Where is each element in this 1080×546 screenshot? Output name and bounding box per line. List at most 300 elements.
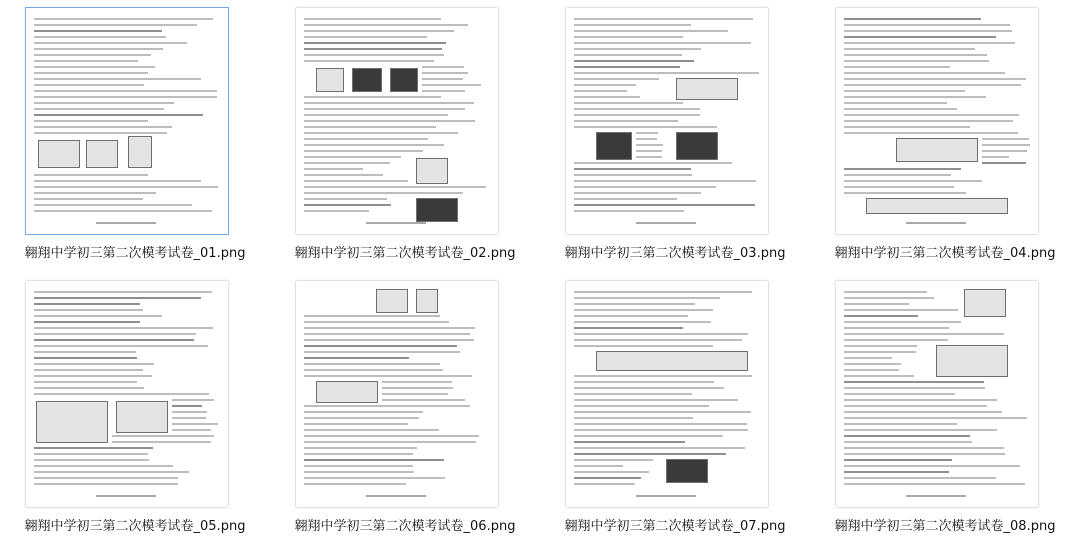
text-line [304, 405, 470, 407]
text-line [304, 417, 419, 419]
text-line [844, 192, 966, 194]
text-line [304, 24, 468, 26]
page-thumbnail[interactable] [296, 281, 498, 507]
text-line [844, 126, 970, 128]
text-line [34, 126, 172, 128]
text-line [844, 435, 970, 437]
text-line [34, 369, 143, 371]
page-footer-line [636, 222, 696, 224]
file-tile[interactable] [270, 273, 540, 546]
text-line [34, 132, 167, 134]
text-line [34, 459, 149, 461]
text-line [304, 351, 460, 353]
text-line [34, 291, 212, 293]
text-line [844, 36, 996, 38]
text-line [844, 363, 901, 365]
text-line [574, 102, 683, 104]
text-line [304, 114, 448, 116]
text-line [844, 441, 972, 443]
text-line [574, 174, 692, 176]
text-line [574, 192, 701, 194]
text-line [574, 435, 723, 437]
text-line [304, 30, 454, 32]
text-line [574, 375, 752, 377]
text-line [172, 399, 214, 401]
text-line [636, 144, 663, 146]
text-line [574, 483, 635, 485]
text-line [574, 114, 700, 116]
figure-image [596, 351, 748, 371]
text-line [34, 48, 163, 50]
text-line [844, 369, 899, 371]
text-line [34, 108, 164, 110]
text-line [844, 417, 1027, 419]
text-line [34, 303, 140, 305]
page-thumbnail[interactable] [836, 8, 1038, 234]
text-line [34, 453, 148, 455]
file-name-label: 翱翔中学初三第二次模考试卷_08.png [834, 519, 1056, 534]
text-line [574, 321, 711, 323]
text-line [34, 393, 209, 395]
text-line [844, 351, 916, 353]
text-line [34, 297, 201, 299]
text-line [844, 60, 989, 62]
text-line [304, 132, 458, 134]
text-line [304, 375, 472, 377]
text-line [574, 447, 745, 449]
file-name-label: 翱翔中学初三第二次模考试卷_06.png [294, 519, 516, 534]
file-name-label: 翱翔中学初三第二次模考试卷_03.png [564, 246, 786, 261]
page-footer-line [636, 495, 696, 497]
file-tile[interactable] [0, 0, 270, 273]
text-line [844, 174, 951, 176]
figure-image [316, 68, 344, 92]
figure-image [376, 289, 408, 313]
text-line [34, 30, 162, 32]
page-footer-line [96, 222, 156, 224]
text-line [574, 339, 742, 341]
text-line [34, 60, 138, 62]
text-line [982, 138, 1029, 140]
text-line [34, 381, 137, 383]
page-footer-line [906, 495, 966, 497]
text-line [844, 423, 957, 425]
text-line [304, 48, 442, 50]
text-line [574, 168, 691, 170]
text-line [34, 357, 137, 359]
text-line [574, 60, 694, 62]
figure-image [676, 132, 718, 160]
text-line [34, 78, 201, 80]
text-line [382, 399, 465, 401]
text-line [844, 18, 981, 20]
text-line [304, 180, 408, 182]
text-line [574, 297, 720, 299]
text-line [844, 303, 909, 305]
text-line [304, 42, 446, 44]
figure-image [128, 136, 152, 168]
text-line [574, 96, 640, 98]
text-line [34, 447, 153, 449]
figure-image [676, 78, 738, 100]
page-thumbnail[interactable] [566, 281, 768, 507]
text-line [34, 471, 189, 473]
text-line [574, 417, 693, 419]
text-line [574, 327, 683, 329]
text-line [422, 72, 468, 74]
text-line [34, 36, 166, 38]
text-line [844, 42, 1015, 44]
text-line [844, 375, 914, 377]
text-line [422, 78, 463, 80]
text-line [382, 387, 453, 389]
text-line [34, 363, 154, 365]
text-line [34, 327, 213, 329]
text-line [304, 108, 465, 110]
figure-image [116, 401, 168, 433]
text-line [112, 435, 214, 437]
text-line [34, 18, 213, 20]
text-line [574, 180, 756, 182]
text-line [574, 405, 709, 407]
text-line [574, 36, 683, 38]
text-line [574, 126, 717, 128]
text-line [34, 387, 144, 389]
text-line [34, 315, 162, 317]
text-line [574, 30, 728, 32]
text-line [844, 459, 952, 461]
file-tile[interactable] [810, 0, 1080, 273]
text-line [172, 405, 202, 407]
text-line [304, 36, 427, 38]
text-line [304, 369, 443, 371]
text-line [574, 453, 726, 455]
text-line [574, 84, 636, 86]
text-line [34, 180, 201, 182]
text-line [304, 477, 445, 479]
text-line [574, 345, 713, 347]
text-line [844, 78, 1026, 80]
text-line [574, 399, 738, 401]
text-line [844, 453, 1005, 455]
text-line [304, 327, 475, 329]
text-line [844, 108, 957, 110]
text-line [574, 477, 641, 479]
text-line [304, 447, 417, 449]
text-line [574, 411, 751, 413]
text-line [34, 210, 212, 212]
text-line [844, 84, 1021, 86]
text-line [304, 333, 470, 335]
text-line [844, 96, 986, 98]
text-line [574, 204, 755, 206]
text-line [844, 66, 950, 68]
text-line [382, 393, 448, 395]
page-footer-line [96, 495, 156, 497]
page-thumbnail[interactable] [836, 281, 1038, 507]
text-line [844, 315, 918, 317]
text-line [34, 120, 148, 122]
text-line [34, 42, 187, 44]
text-line [844, 291, 927, 293]
text-line [574, 18, 753, 20]
text-line [304, 441, 476, 443]
text-line [304, 126, 436, 128]
page-footer-line [366, 495, 426, 497]
text-line [574, 198, 677, 200]
file-tile[interactable] [810, 273, 1080, 546]
figure-image [666, 459, 708, 483]
figure-image [866, 198, 1008, 214]
text-line [844, 399, 997, 401]
text-line [304, 363, 440, 365]
text-line [844, 54, 987, 56]
text-line [574, 42, 751, 44]
figure-image [352, 68, 382, 92]
text-line [34, 72, 148, 74]
text-line [844, 477, 996, 479]
text-line [636, 156, 662, 158]
text-line [574, 315, 688, 317]
file-name-label: 翱翔中学初三第二次模考试卷_04.png [834, 246, 1056, 261]
figure-image [936, 345, 1008, 377]
text-line [304, 315, 440, 317]
text-line [982, 156, 1009, 158]
text-line [574, 387, 724, 389]
text-line [34, 84, 144, 86]
text-line [34, 333, 196, 335]
text-line [304, 198, 387, 200]
text-line [574, 423, 747, 425]
text-line [982, 162, 1026, 164]
text-line [844, 447, 1004, 449]
figure-image [36, 401, 108, 443]
text-line [844, 114, 1019, 116]
text-line [304, 192, 463, 194]
figure-image [390, 68, 418, 92]
text-line [304, 429, 439, 431]
page-thumbnail[interactable] [296, 8, 498, 234]
text-line [422, 84, 481, 86]
text-line [304, 411, 423, 413]
page-thumbnail[interactable] [566, 8, 768, 234]
text-line [34, 102, 174, 104]
text-line [34, 351, 136, 353]
text-line [574, 471, 649, 473]
text-line [844, 339, 948, 341]
text-line [34, 90, 217, 92]
file-name-label: 翱翔中学初三第二次模考试卷_05.png [24, 519, 246, 534]
text-line [34, 204, 192, 206]
text-line [844, 471, 949, 473]
text-line [34, 192, 156, 194]
text-line [844, 381, 984, 383]
text-line [844, 429, 997, 431]
text-line [844, 30, 1012, 32]
text-line [304, 120, 475, 122]
text-line [844, 72, 1005, 74]
text-line [844, 405, 987, 407]
text-line [574, 465, 623, 467]
text-line [844, 309, 958, 311]
figure-image [416, 158, 448, 184]
text-line [304, 156, 401, 158]
text-line [982, 144, 1030, 146]
text-line [304, 168, 363, 170]
text-line [34, 345, 208, 347]
text-line [574, 90, 627, 92]
text-line [574, 54, 682, 56]
text-line [844, 387, 985, 389]
text-line [574, 72, 759, 74]
file-tile[interactable] [540, 273, 810, 546]
text-line [34, 375, 152, 377]
figure-image [416, 198, 458, 222]
text-line [844, 393, 955, 395]
text-line [304, 345, 457, 347]
text-line [34, 309, 143, 311]
text-line [34, 339, 194, 341]
text-line [172, 417, 206, 419]
file-tile[interactable] [270, 0, 540, 273]
text-line [844, 357, 892, 359]
text-line [304, 150, 423, 152]
figure-image [416, 289, 438, 313]
text-line [574, 186, 716, 188]
text-line [304, 483, 406, 485]
text-line [844, 321, 961, 323]
text-line [304, 174, 383, 176]
text-line [844, 90, 965, 92]
text-line [304, 339, 474, 341]
text-line [304, 54, 444, 56]
text-line [304, 162, 390, 164]
text-line [34, 477, 178, 479]
text-line [304, 357, 409, 359]
file-tile[interactable] [540, 0, 810, 273]
text-line [34, 198, 143, 200]
page-thumbnail[interactable] [26, 8, 228, 234]
text-line [422, 90, 465, 92]
text-line [304, 465, 413, 467]
text-line [34, 321, 140, 323]
text-line [574, 78, 659, 80]
file-name-label: 翱翔中学初三第二次模考试卷_07.png [564, 519, 786, 534]
text-line [304, 96, 441, 98]
figure-image [316, 381, 378, 403]
text-line [304, 210, 369, 212]
text-line [844, 102, 947, 104]
text-line [34, 465, 173, 467]
text-line [844, 24, 1010, 26]
text-line [574, 210, 684, 212]
text-line [574, 393, 692, 395]
figure-image [86, 140, 118, 168]
text-line [574, 24, 691, 26]
figure-image [896, 138, 978, 162]
text-line [34, 186, 218, 188]
text-line [304, 144, 444, 146]
text-line [844, 168, 961, 170]
text-line [636, 138, 657, 140]
text-line [304, 60, 434, 62]
text-line [304, 18, 441, 20]
text-line [844, 345, 917, 347]
text-line [574, 66, 680, 68]
text-line [304, 186, 486, 188]
text-line [844, 411, 1002, 413]
text-line [304, 453, 413, 455]
file-tile[interactable] [0, 273, 270, 546]
text-line [304, 138, 428, 140]
text-line [382, 381, 452, 383]
text-line [304, 321, 449, 323]
text-line [574, 459, 653, 461]
text-line [844, 327, 949, 329]
text-line [574, 381, 714, 383]
text-line [844, 483, 1025, 485]
text-line [844, 465, 1020, 467]
text-line [574, 120, 678, 122]
text-line [844, 186, 954, 188]
text-line [574, 108, 700, 110]
text-line [34, 24, 197, 26]
figure-image [596, 132, 632, 160]
text-line [172, 429, 211, 431]
text-line [844, 297, 934, 299]
file-name-label: 翱翔中学初三第二次模考试卷_02.png [294, 246, 516, 261]
text-line [574, 303, 695, 305]
text-line [304, 471, 414, 473]
text-line [304, 459, 444, 461]
text-line [982, 150, 1027, 152]
text-line [844, 132, 1018, 134]
text-line [574, 429, 748, 431]
text-line [636, 150, 662, 152]
figure-image [964, 289, 1006, 317]
text-line [304, 423, 408, 425]
text-line [844, 48, 975, 50]
text-line [304, 204, 391, 206]
text-line [34, 66, 155, 68]
text-line [34, 54, 151, 56]
text-line [844, 120, 1013, 122]
text-line [34, 96, 217, 98]
text-line [304, 435, 479, 437]
text-line [574, 333, 748, 335]
text-line [422, 66, 464, 68]
text-line [574, 162, 732, 164]
text-line [844, 180, 982, 182]
text-line [574, 441, 685, 443]
text-line [574, 48, 701, 50]
page-thumbnail[interactable] [26, 281, 228, 507]
text-line [112, 441, 211, 443]
text-line [636, 132, 658, 134]
text-line [304, 102, 474, 104]
text-line [172, 423, 218, 425]
page-footer-line [366, 222, 426, 224]
figure-image [38, 140, 80, 168]
text-line [34, 114, 203, 116]
page-footer-line [906, 222, 966, 224]
text-line [172, 411, 207, 413]
text-line [574, 291, 752, 293]
text-line [574, 309, 713, 311]
text-line [34, 174, 148, 176]
text-line [34, 483, 178, 485]
file-name-label: 翱翔中学初三第二次模考试卷_01.png [24, 246, 246, 261]
